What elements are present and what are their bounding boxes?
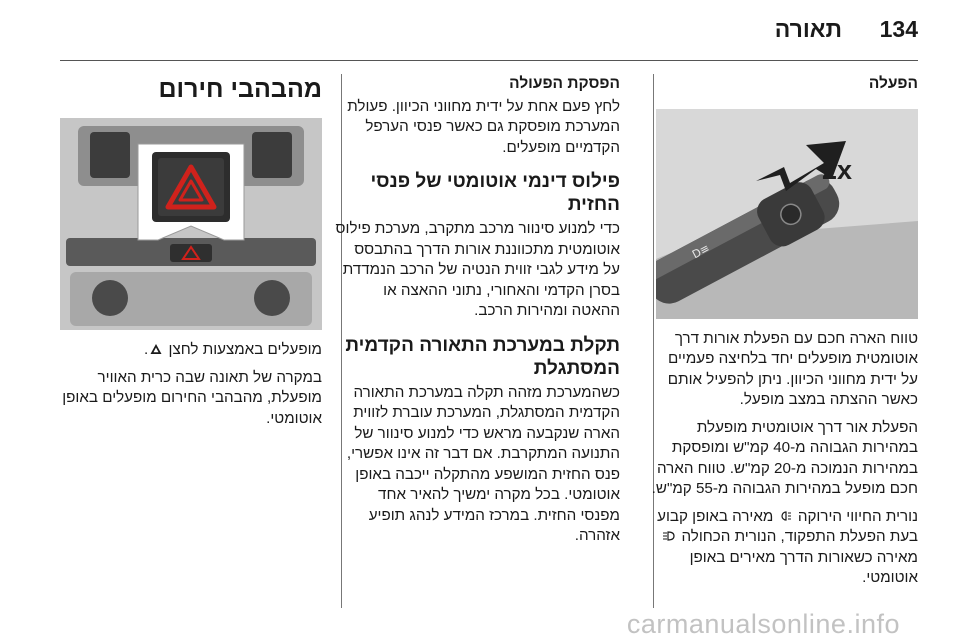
indicator-text-1: נורית החיווי הירוקה bbox=[797, 507, 918, 525]
turn-signal-stalk-figure bbox=[656, 109, 918, 319]
hazard-caption-text: מופעלים באמצעות לחצן bbox=[168, 341, 322, 358]
indicator-text-2: מאירה באופן קבוע בעת הפעלת התפקוד, הנורית הכחולה bbox=[657, 507, 918, 545]
hazard-warning-icon bbox=[150, 343, 162, 355]
hazard-button-figure bbox=[60, 118, 322, 330]
header-divider bbox=[60, 60, 918, 61]
column-middle bbox=[335, 74, 620, 554]
column-left bbox=[60, 74, 322, 436]
paragraph-dynamic-leveling: כדי למנוע סינוור מרכב מתקרב, מערכת פילוס אוטומטית מתכווננת אורות הדרך בהתבסס על מידע לגבי זווית הנטיה של הרכב הנמדדת בסרן הקדמי והאחורי, נתוני ההאצה או ההאטה ומהירות הרכב. bbox=[335, 220, 620, 319]
paragraph-indicator-lamps bbox=[648, 507, 918, 589]
section-heading-activation: הפעלה bbox=[868, 75, 918, 92]
hazard-console-illustration-icon bbox=[60, 118, 322, 330]
paragraph-auto-high-beam: טווח הארה חכם עם הפעלת אורות דרך אוטומטית מופעלים יחד בלחיצה פעמיים על ידית מחווני הכיוון. ניתן להפעיל אותם כאשר ההצתה במצב מופעל. bbox=[667, 329, 918, 408]
watermark-text: carmanualsonline.info bbox=[626, 609, 900, 639]
stalk-illustration-icon bbox=[656, 109, 918, 319]
paragraph-deactivation: לחץ פעם אחת על ידית מחווני הכיוון. פעולת המערכת מופסקת גם כאשר פנסי הערפל הקדמיים מופעלים. bbox=[347, 97, 620, 156]
paragraph-afl-fault: כשהמערכת מזהה תקלה במערכת התאורה הקדמית המסתגלת, המערכת עוברת לזווית הארה שנקבעה מראש כדי למנוע סינוור של התנועה המתקרבת. אם דבר זה אינו אפשרי, פנס החזית המושפע מהתקלה ייכבה באופן אוטומטי. בכל מקרה ימשיך להאיר אחד מפנסי החזית. במרכז המידע לנהג תופיע אזהרה. bbox=[346, 383, 620, 544]
chapter-title: תאורה bbox=[774, 16, 842, 42]
figure-label-2x: 2x bbox=[821, 154, 852, 185]
indicator-text-3: מאירה כשאורות הדרך מאירים באופן אוטומטי. bbox=[689, 548, 918, 586]
section-heading-dynamic-leveling: פילוס דינמי אוטומטי של פנסי החזית bbox=[370, 171, 620, 215]
paragraph-hazard-button: מופעלים באמצעות לחצן . bbox=[144, 341, 322, 358]
column-right bbox=[648, 74, 918, 596]
paragraph-hazard-airbag: במקרה של תאונה שבה כרית האוויר מופעלת, מהבהבי החירום מופעלים באופן אוטומטי. bbox=[62, 368, 322, 427]
page-header bbox=[0, 0, 960, 62]
green-indicator-icon bbox=[780, 510, 792, 522]
paragraph-speed-thresholds: הפעלת אור דרך אוטומטית מופעלת במהירות הגבוהה מ-40 קמ"ש ומופסקת במהירות הנמוכה מ-20 קמ"ש. טווח הארה חכם מופעל במהירות הגבוהה מ-55 קמ"ש. bbox=[651, 418, 918, 497]
high-beam-indicator-icon bbox=[663, 530, 675, 542]
section-heading-deactivation: הפסקת הפעולה bbox=[509, 75, 620, 92]
svg-text:≡D: ≡D bbox=[690, 240, 712, 261]
page-number: 134 bbox=[879, 16, 918, 42]
section-heading-afl-fault: תקלת במערכת התאורה הקדמית המסתגלת bbox=[345, 334, 620, 379]
section-heading-hazard-lights: מהבהבי חירום bbox=[158, 75, 322, 103]
